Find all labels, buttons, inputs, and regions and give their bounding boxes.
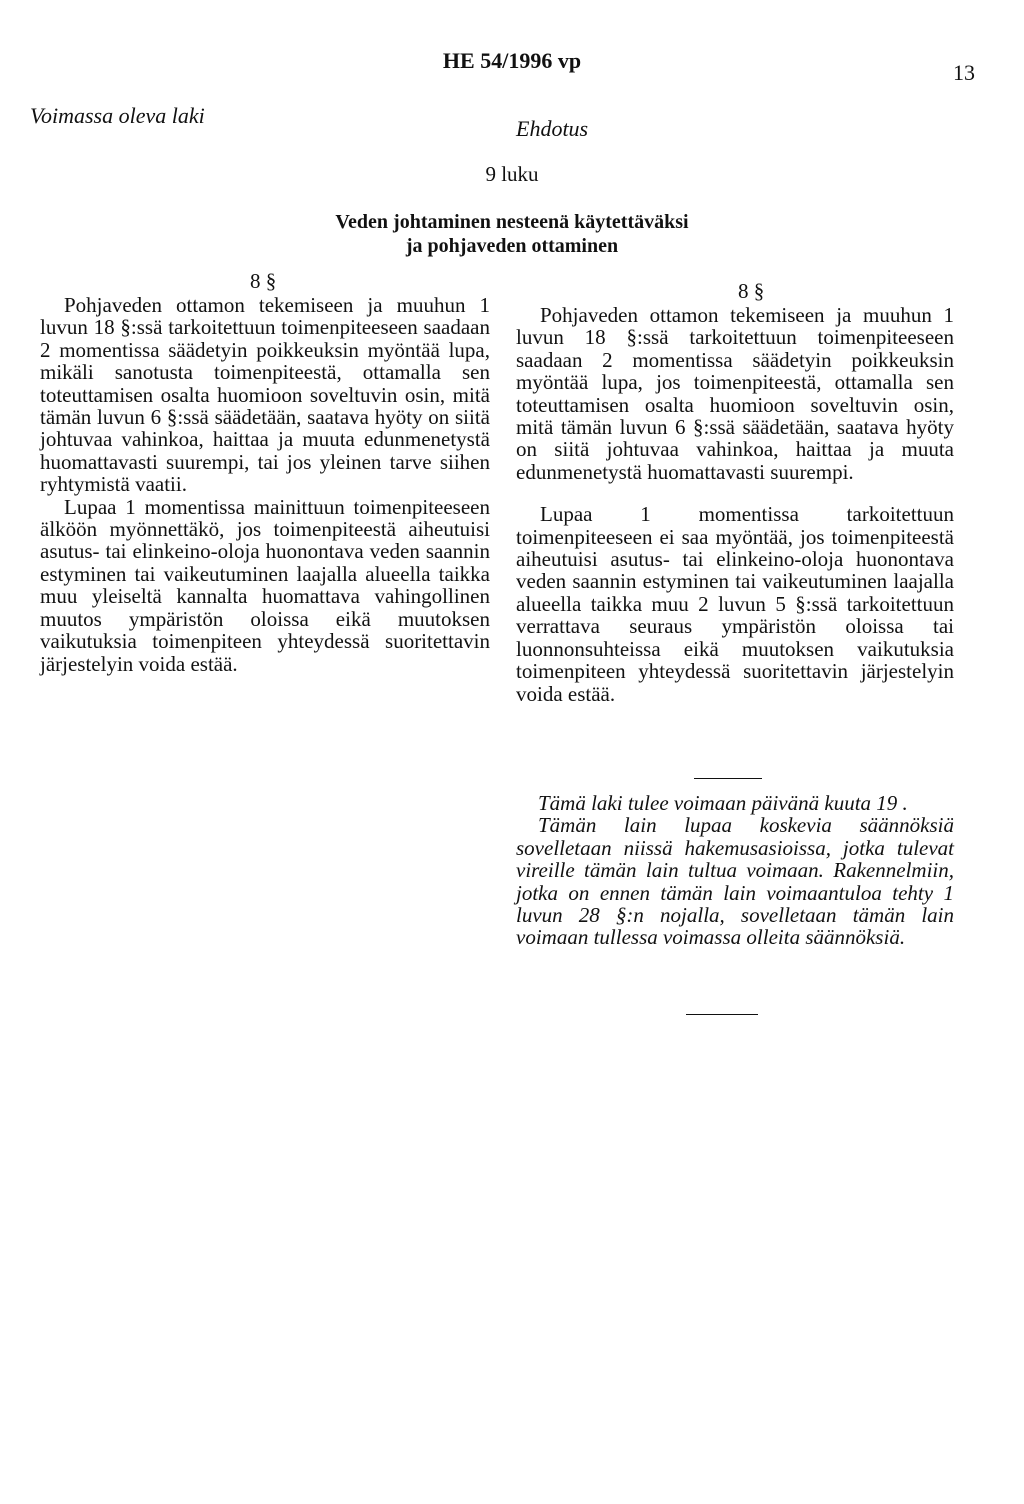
chapter-number: 9 luku	[485, 162, 539, 186]
right-column-title: Ehdotus	[516, 116, 589, 141]
paragraph-gap	[516, 483, 954, 503]
left-paragraph-2: Lupaa 1 momentissa mainittuun toimenpiteeseen älköön myönnettäkö, jos toimenpiteestä aiheutuisi asutus- tai elinkeino-oloja huonontava veden saannin estyminen tai vaikeutuminen laajalla alueella taikka muu yleiseltä kannalta huomattava vahingollinen muutos ympäristön oloissa eikä muutoksen vaikutuksia toimenpiteen yhteydessä suoritettavin järjestelyin voida estää.	[40, 494, 490, 676]
chapter-title-line2: ja pohjaveden ottaminen	[405, 235, 619, 257]
proposal-column	[516, 280, 954, 705]
chapter-title	[200, 210, 824, 258]
page-number: 13	[953, 60, 975, 85]
left-column-title: Voimassa oleva laki	[30, 103, 205, 128]
right-section-number: 8 §	[738, 279, 765, 303]
right-paragraph-1: Pohjaveden ottamon tekemiseen ja muuhun 1 luvun 18 §:ssä tarkoitettuun toimenpiteeseen saadaan 2 momentissa säädetyin poikkeuksin myöntää lupa, jos toimenpiteestä, ottamalla sen toteuttamisen osalta huomioon soveltuvin osin, mitä tämän luvun 6 §:ssä säädetään, saatava hyöty on siitä johtuvaa vahinkoa, haittaa ja muuta edunmenetystä huomattavasti suurempi.	[516, 303, 954, 484]
entry-into-force	[516, 792, 954, 949]
right-paragraph-2: Lupaa 1 momentissa tarkoitettuun toimenpiteeseen ei saa myöntää, jos toimenpiteestä aiheutuisi asutus- tai elinkeino-oloja huonontava veden saannin estyminen tai vaikeutuminen laajalla alueella taikka muu 2 luvun 5 §:ssä tarkoitettuun verrattava seuraus ympäristön oloissa tai luonnonsuhteissa eikä muutoksen vaikutuksia toimenpiteen yhteydessä suoritettavin järjestelyin voida estää.	[516, 502, 954, 706]
chapter-title-line1: Veden johtaminen nesteenä käytettäväksi	[335, 211, 689, 233]
left-section-number: 8 §	[250, 269, 277, 293]
left-paragraph-1: Pohjaveden ottamon tekemiseen ja muuhun 1 luvun 18 §:ssä tarkoitettuun toimenpiteeseen saadaan 2 momentissa säädetyin poikkeuksin myöntää lupa, mikäli sanotusta toimenpiteestä, ottamalla sen toteuttamisen osalta huomioon soveltuvin osin, mitä tämän luvun 6 §:ssä säädetään, saatava hyöty on siitä johtuvaa vahinkoa, haittaa ja muuta edunmenetystä huomattavasti suurempi, tai jos yleinen tarve siihen ryhtymistä vaatii.	[40, 293, 490, 497]
current-law-column	[40, 270, 490, 675]
divider-bottom	[686, 1014, 758, 1015]
divider-top	[694, 778, 762, 779]
document-id: HE 54/1996 vp	[442, 48, 582, 73]
entry-paragraph-2: Tämän lain lupaa koskevia säännöksiä sovelletaan niissä hakemusasioissa, jotka tulevat vireille tämän lain tultua voimaan. Rakennelmiin, jotka on ennen tämän lain voimaantuloa tehty 1 luvun 28 §:n nojalla, sovelletaan tämän lain voimaan tullessa voimassa olleita säännöksiä.	[516, 813, 954, 950]
entry-paragraph-1: Tämä laki tulee voimaan päivänä kuuta 19 .	[538, 791, 908, 815]
